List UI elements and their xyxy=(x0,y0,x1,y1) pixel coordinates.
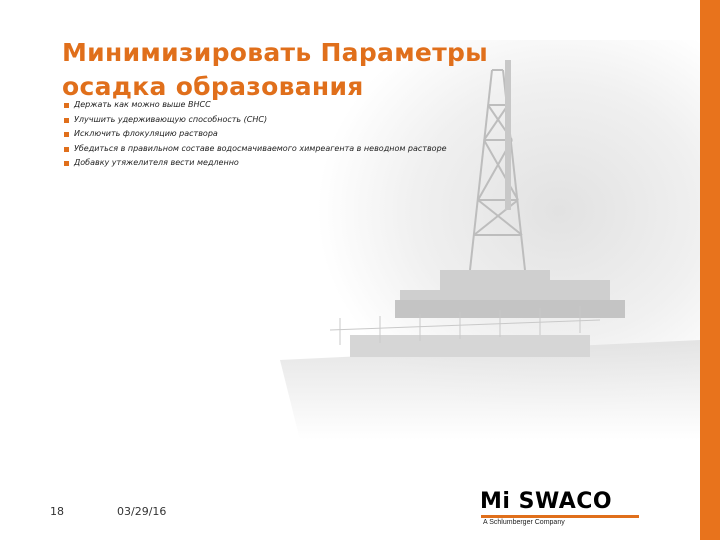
logo-prefix: Mi xyxy=(480,489,511,514)
bullet-square-icon xyxy=(64,132,69,137)
bullet-text: Держать как можно выше ВНСС xyxy=(74,100,211,109)
logo-brand: SWACO xyxy=(518,489,613,514)
bullet-text: Улучшить удерживающую способность (СНС) xyxy=(74,114,268,124)
miswaco-logo xyxy=(480,490,650,530)
right-accent-bar xyxy=(700,0,720,540)
bullet-text: Убедиться в правильном составе водосмачиваемого химреагента в неводном растворе xyxy=(74,143,447,153)
logo-wordmark xyxy=(480,490,612,514)
bullet-square-icon xyxy=(64,118,69,123)
title-line-2: осадка образования xyxy=(62,72,364,101)
bullet-item xyxy=(60,142,447,157)
bullet-item xyxy=(60,127,447,142)
bullet-square-icon xyxy=(64,161,69,166)
bullet-list xyxy=(60,98,447,171)
bullet-text: Исключить флокуляцию раствора xyxy=(74,129,218,138)
page-number: 18 xyxy=(50,505,64,518)
title-line-1: Минимизировать Параметры xyxy=(62,38,489,67)
bullet-item xyxy=(60,113,447,128)
bullet-text: Добавку утяжелителя вести медленно xyxy=(74,158,239,167)
bullet-square-icon xyxy=(64,147,69,152)
logo-underline xyxy=(481,515,639,518)
bullet-item xyxy=(60,156,447,171)
bullet-item xyxy=(60,98,447,113)
bullet-square-icon xyxy=(64,103,69,108)
slide-title xyxy=(62,36,582,104)
slide-date: 03/29/16 xyxy=(117,505,167,518)
logo-tagline: A Schlumberger Company xyxy=(483,519,565,526)
